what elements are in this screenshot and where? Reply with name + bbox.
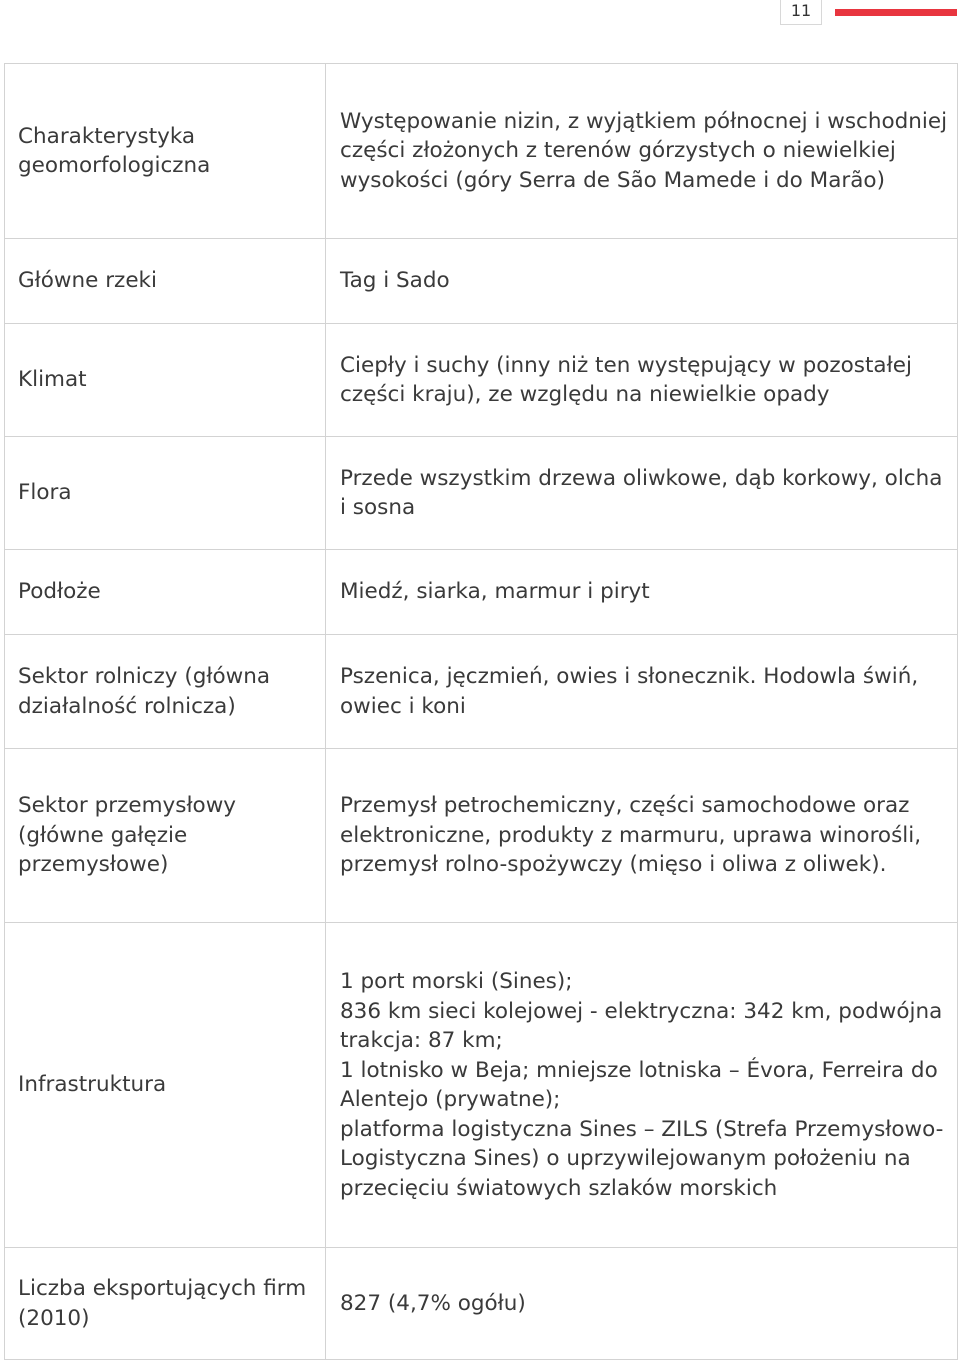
table-row: [5, 550, 958, 635]
table-row: [5, 437, 958, 550]
row-value: [326, 923, 958, 1248]
header-accent-bar: [835, 9, 957, 16]
row-value: Ciepły i suchy (inny niż ten występujący w pozostałej części kraju), ze względu na niewielkie opady: [326, 324, 958, 437]
row-label: Sektor rolniczy (główna działalność rolnicza): [5, 635, 326, 749]
table-row: [5, 324, 958, 437]
row-label: Klimat: [5, 324, 326, 437]
row-label: Podłoże: [5, 550, 326, 635]
row-value: Miedź, siarka, marmur i piryt: [326, 550, 958, 635]
table-row: [5, 64, 958, 239]
table-row: [5, 923, 958, 1248]
table-row: [5, 749, 958, 923]
infrastructure-line: 1 lotnisko w Beja; mniejsze lotniska – Évora, Ferreira do Alentejo (prywatne);: [340, 1057, 938, 1112]
table-row: [5, 635, 958, 749]
infrastructure-line: 836 km sieci kolejowej - elektryczna: 342 km, podwójna trakcja: 87 km;: [340, 998, 943, 1053]
row-value: Pszenica, jęczmień, owies i słonecznik. Hodowla świń, owiec i koni: [326, 635, 958, 749]
infrastructure-line: 1 port morski (Sines);: [340, 969, 573, 994]
row-label: Główne rzeki: [5, 239, 326, 324]
infrastructure-line: platforma logistyczna Sines – ZILS (Strefa Przemysłowo-Logistyczna Sines) o uprzywilejowanym położeniu na przecięciu światowych szlaków morskich: [340, 1116, 944, 1201]
table-row: [5, 239, 958, 324]
region-info-table: [4, 63, 958, 1360]
row-value: Tag i Sado: [326, 239, 958, 324]
row-label: Liczba eksportujących firm (2010): [5, 1248, 326, 1360]
row-value: Przede wszystkim drzewa oliwkowe, dąb korkowy, olcha i sosna: [326, 437, 958, 550]
row-value: 827 (4,7% ogółu): [326, 1248, 958, 1360]
row-label: Infrastruktura: [5, 923, 326, 1248]
page-number: 11: [780, 0, 822, 25]
row-label: Charakterystyka geomorfologiczna: [5, 64, 326, 239]
row-value: Przemysł petrochemiczny, części samochodowe oraz elektroniczne, produkty z marmuru, uprawa winorośli, przemysł rolno-spożywczy (mięso i oliwa z oliwek).: [326, 749, 958, 923]
table-row: [5, 1248, 958, 1360]
row-label: Sektor przemysłowy (główne gałęzie przemysłowe): [5, 749, 326, 923]
row-value: Występowanie nizin, z wyjątkiem północnej i wschodniej części złożonych z terenów górzystych o niewielkiej wysokości (góry Serra de São Mamede i do Marão): [326, 64, 958, 239]
row-label: Flora: [5, 437, 326, 550]
